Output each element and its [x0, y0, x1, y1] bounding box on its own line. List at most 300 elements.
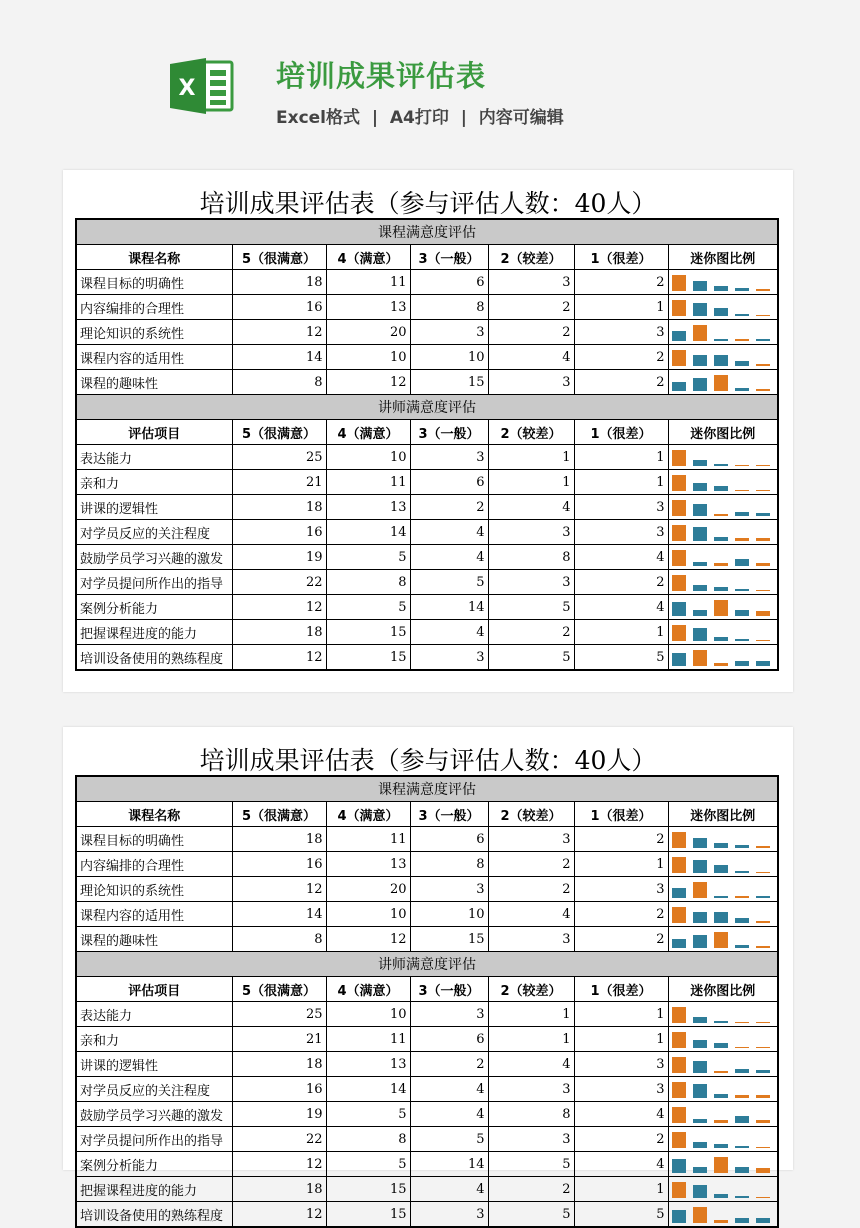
sparkline-bar: [714, 375, 728, 391]
table-row: [76, 570, 778, 595]
rating-count: 8: [326, 1127, 410, 1152]
sparkline-cell: [668, 1002, 778, 1027]
sparkline-bar: [756, 1218, 770, 1223]
table-row: [76, 545, 778, 570]
sparkline-bar: [672, 653, 686, 666]
row-name: 对学员提问所作出的指导: [76, 1127, 232, 1152]
sparkline: [672, 1005, 775, 1023]
sparkline: [672, 1030, 775, 1048]
sparkline-bar: [693, 1185, 707, 1198]
table-row: [76, 370, 778, 395]
rating-count: 8: [232, 927, 326, 952]
sparkline-bar: [672, 1159, 686, 1173]
table-row: [76, 1202, 778, 1228]
sparkline-bar: [756, 465, 770, 466]
sheet-title: 培训成果评估表（参与评估人数：40人）: [199, 189, 657, 218]
rating-count: 18: [232, 1177, 326, 1202]
table-row: [76, 470, 778, 495]
rating-count: 1: [574, 1177, 668, 1202]
sparkline-bar: [714, 1043, 728, 1048]
rating-count: 3: [574, 320, 668, 345]
sparkline-bar: [735, 1116, 749, 1123]
rating-count: 21: [232, 470, 326, 495]
row-name: 讲课的逻辑性: [76, 495, 232, 520]
sparkline-bar: [693, 935, 707, 948]
rating-count: 18: [232, 495, 326, 520]
sparkline-bar: [735, 945, 749, 948]
sparkline-bar: [693, 460, 707, 466]
rating-count: 3: [410, 1002, 488, 1027]
row-name: 对学员反应的关注程度: [76, 520, 232, 545]
rating-count: 8: [488, 545, 574, 570]
sparkline-bar: [735, 845, 749, 848]
rating-count: 10: [410, 345, 488, 370]
rating-count: 11: [326, 827, 410, 852]
sparkline-bar: [693, 1207, 707, 1223]
sparkline-cell: [668, 827, 778, 852]
sparkline-bar: [735, 538, 749, 541]
sparkline-bar: [756, 590, 770, 591]
sparkline-bar: [672, 331, 686, 341]
table-row: [76, 520, 778, 545]
row-name: 理论知识的系统性: [76, 877, 232, 902]
sparkline-bar: [756, 846, 770, 848]
rating-count: 4: [574, 1102, 668, 1127]
sparkline-bar: [714, 637, 728, 641]
sparkline-cell: [668, 1202, 778, 1228]
rating-count: 3: [410, 320, 488, 345]
rating-count: 1: [574, 470, 668, 495]
rating-count: 1: [488, 1027, 574, 1052]
sparkline-bar: [756, 563, 770, 566]
row-name: 培训设备使用的熟练程度: [76, 645, 232, 671]
sparkline-bar: [714, 912, 728, 923]
rating-count: 3: [574, 520, 668, 545]
rating-count: 19: [232, 1102, 326, 1127]
sparkline-cell: [668, 1127, 778, 1152]
sparkline-bar: [756, 490, 770, 491]
rating-count: 11: [326, 270, 410, 295]
column-header: 迷你图比例: [668, 977, 778, 1002]
row-name: 课程目标的明确性: [76, 827, 232, 852]
rating-count: 2: [488, 620, 574, 645]
rating-count: 5: [326, 595, 410, 620]
rating-count: 6: [410, 470, 488, 495]
sparkline-bar: [672, 1107, 686, 1123]
sparkline-cell: [668, 927, 778, 952]
table-row: [76, 1077, 778, 1102]
sparkline-cell: [668, 520, 778, 545]
sparkline-bar: [672, 1210, 686, 1223]
svg-text:X: X: [178, 76, 196, 101]
sparkline: [672, 523, 775, 541]
sparkline-bar: [714, 464, 728, 466]
evaluation-table: [75, 218, 779, 671]
section-header: 讲师满意度评估: [76, 395, 778, 420]
rating-count: 3: [410, 877, 488, 902]
sparkline-bar: [735, 490, 749, 491]
evaluation-table: [75, 775, 779, 1228]
rating-count: 4: [410, 1177, 488, 1202]
row-name: 表达能力: [76, 445, 232, 470]
sparkline-bar: [672, 450, 686, 466]
sparkline-bar: [672, 907, 686, 923]
rating-count: 4: [488, 495, 574, 520]
row-name: 表达能力: [76, 1002, 232, 1027]
rating-count: 2: [574, 270, 668, 295]
sparkline-bar: [672, 475, 686, 491]
sheet-title: 培训成果评估表（参与评估人数：40人）: [199, 746, 657, 775]
sparkline-bar: [714, 308, 728, 316]
rating-count: 5: [326, 1102, 410, 1127]
rating-count: 3: [410, 645, 488, 671]
rating-count: 15: [326, 645, 410, 671]
rating-count: 1: [488, 1002, 574, 1027]
row-name: 课程内容的适用性: [76, 902, 232, 927]
sparkline-cell: [668, 620, 778, 645]
section-header: 课程满意度评估: [76, 776, 778, 802]
rating-count: 3: [488, 270, 574, 295]
column-header: 5（很满意）: [232, 420, 326, 445]
sparkline: [672, 573, 775, 591]
rating-count: 3: [410, 445, 488, 470]
sparkline-cell: [668, 570, 778, 595]
rating-count: 13: [326, 495, 410, 520]
sparkline-cell: [668, 545, 778, 570]
sparkline: [672, 548, 775, 566]
table-row: [76, 645, 778, 671]
rating-count: 15: [326, 1202, 410, 1228]
row-name: 课程内容的适用性: [76, 345, 232, 370]
table-row: [76, 852, 778, 877]
rating-count: 2: [488, 1177, 574, 1202]
sparkline-bar: [735, 610, 749, 616]
sparkline-bar: [693, 1084, 707, 1098]
row-name: 亲和力: [76, 1027, 232, 1052]
sparkline-cell: [668, 445, 778, 470]
sparkline-bar: [735, 1095, 749, 1098]
rating-count: 3: [488, 827, 574, 852]
sparkline-cell: [668, 345, 778, 370]
rating-count: 2: [574, 927, 668, 952]
rating-count: 4: [488, 345, 574, 370]
rating-count: 4: [574, 1152, 668, 1177]
rating-count: 16: [232, 295, 326, 320]
sparkline-cell: [668, 295, 778, 320]
sparkline-bar: [756, 1070, 770, 1073]
rating-count: 1: [574, 445, 668, 470]
sparkline: [672, 623, 775, 641]
rating-count: 8: [410, 295, 488, 320]
rating-count: 6: [410, 827, 488, 852]
sparkline-bar: [693, 527, 707, 541]
table-row: [76, 295, 778, 320]
rating-count: 1: [488, 470, 574, 495]
rating-count: 5: [326, 1152, 410, 1177]
column-header: 4（满意）: [326, 977, 410, 1002]
sparkline-bar: [672, 525, 686, 541]
rating-count: 4: [574, 595, 668, 620]
column-header: 3（一般）: [410, 977, 488, 1002]
sparkline-bar: [714, 1194, 728, 1198]
sparkline: [672, 323, 775, 341]
table-row: [76, 495, 778, 520]
sparkline-bar: [735, 639, 749, 641]
rating-count: 12: [232, 595, 326, 620]
sparkline-bar: [693, 1017, 707, 1023]
sparkline-bar: [714, 587, 728, 591]
rating-count: 25: [232, 1002, 326, 1027]
row-name: 课程目标的明确性: [76, 270, 232, 295]
rating-count: 4: [574, 545, 668, 570]
rating-count: 12: [326, 927, 410, 952]
sparkline-bar: [714, 600, 728, 616]
sparkline-bar: [714, 1157, 728, 1173]
sparkline-cell: [668, 645, 778, 671]
column-header: 2（较差）: [488, 245, 574, 270]
sparkline-bar: [714, 339, 728, 341]
sparkline-bar: [735, 465, 749, 466]
sparkline-bar: [714, 563, 728, 566]
sparkline: [672, 855, 775, 873]
rating-count: 2: [574, 1127, 668, 1152]
sparkline-bar: [693, 281, 707, 291]
table-row: [76, 1177, 778, 1202]
column-header: 2（较差）: [488, 977, 574, 1002]
rating-count: 12: [326, 370, 410, 395]
sparkline-bar: [735, 896, 749, 898]
sparkline-bar: [693, 1061, 707, 1073]
column-header: 5（很满意）: [232, 977, 326, 1002]
rating-count: 20: [326, 320, 410, 345]
sparkline-bar: [693, 303, 707, 316]
sparkline-bar: [735, 1047, 749, 1048]
rating-count: 18: [232, 620, 326, 645]
table-row: [76, 270, 778, 295]
page-title: 培训成果评估表: [276, 59, 487, 93]
table-row: [76, 877, 778, 902]
rating-count: 4: [410, 520, 488, 545]
sparkline-bar: [714, 843, 728, 848]
rating-count: 2: [410, 495, 488, 520]
sparkline-bar: [735, 1146, 749, 1148]
row-name: 培训设备使用的熟练程度: [76, 1202, 232, 1228]
sparkline-bar: [714, 1071, 728, 1073]
sparkline-cell: [668, 470, 778, 495]
rating-count: 2: [488, 877, 574, 902]
sparkline-bar: [735, 1022, 749, 1023]
rating-count: 10: [326, 445, 410, 470]
table-row: [76, 595, 778, 620]
column-header: 课程名称: [76, 802, 232, 827]
rating-count: 3: [574, 495, 668, 520]
sparkline-bar: [756, 289, 770, 291]
sparkline-bar: [672, 1032, 686, 1048]
sparkline-bar: [735, 589, 749, 591]
sparkline-bar: [693, 325, 707, 341]
header: [0, 0, 860, 150]
rating-count: 6: [410, 1027, 488, 1052]
rating-count: 13: [326, 1052, 410, 1077]
rating-count: 2: [574, 570, 668, 595]
rating-count: 2: [574, 345, 668, 370]
sparkline-bar: [672, 1182, 686, 1198]
section-header: 讲师满意度评估: [76, 952, 778, 977]
rating-count: 2: [488, 852, 574, 877]
sparkline-bar: [693, 378, 707, 391]
row-name: 对学员提问所作出的指导: [76, 570, 232, 595]
rating-count: 15: [410, 927, 488, 952]
sparkline-bar: [714, 1220, 728, 1223]
sparkline: [672, 1180, 775, 1198]
row-name: 课程的趣味性: [76, 927, 232, 952]
sparkline-bar: [756, 611, 770, 616]
column-header: 迷你图比例: [668, 420, 778, 445]
column-header: 评估项目: [76, 420, 232, 445]
rating-count: 1: [574, 852, 668, 877]
column-header: 3（一般）: [410, 245, 488, 270]
table-row: [76, 1052, 778, 1077]
rating-count: 12: [232, 1202, 326, 1228]
sparkline-cell: [668, 1177, 778, 1202]
column-header: 2（较差）: [488, 420, 574, 445]
rating-count: 8: [326, 570, 410, 595]
sparkline-bar: [693, 628, 707, 641]
sparkline-bar: [714, 537, 728, 541]
sparkline-bar: [672, 1132, 686, 1148]
sparkline-cell: [668, 1027, 778, 1052]
sparkline-bar: [756, 640, 770, 641]
rating-count: 3: [574, 1052, 668, 1077]
sparkline: [672, 1105, 775, 1123]
column-header: 1（很差）: [574, 245, 668, 270]
sparkline-cell: [668, 902, 778, 927]
sparkline-bar: [756, 1147, 770, 1148]
column-header: 3（一般）: [410, 802, 488, 827]
sparkline-bar: [672, 1057, 686, 1073]
sparkline-bar: [693, 838, 707, 848]
column-header: 3（一般）: [410, 420, 488, 445]
sparkline-bar: [756, 513, 770, 516]
sparkline-cell: [668, 270, 778, 295]
column-header: 5（很满意）: [232, 802, 326, 827]
column-header: 4（满意）: [326, 420, 410, 445]
table-row: [76, 320, 778, 345]
rating-count: 16: [232, 1077, 326, 1102]
sparkline-bar: [756, 661, 770, 666]
sparkline-bar: [756, 1095, 770, 1098]
rating-count: 4: [410, 1077, 488, 1102]
rating-count: 12: [232, 645, 326, 671]
rating-count: 15: [326, 620, 410, 645]
sparkline-cell: [668, 1102, 778, 1127]
rating-count: 3: [488, 1077, 574, 1102]
column-header: 迷你图比例: [668, 245, 778, 270]
rating-count: 14: [232, 345, 326, 370]
sparkline-bar: [672, 857, 686, 873]
rating-count: 4: [410, 1102, 488, 1127]
table-row: [76, 1127, 778, 1152]
sparkline-bar: [714, 1021, 728, 1023]
sparkline: [672, 448, 775, 466]
sparkline-cell: [668, 877, 778, 902]
sparkline-bar: [714, 486, 728, 491]
sparkline-bar: [672, 939, 686, 948]
sparkline: [672, 905, 775, 923]
rating-count: 4: [488, 902, 574, 927]
rating-count: 3: [488, 370, 574, 395]
sparkline-bar: [756, 1197, 770, 1198]
rating-count: 14: [410, 595, 488, 620]
rating-count: 10: [326, 902, 410, 927]
sparkline: [672, 598, 775, 616]
section-header: 课程满意度评估: [76, 219, 778, 245]
sparkline-bar: [756, 389, 770, 391]
column-header: 迷你图比例: [668, 802, 778, 827]
sparkline-bar: [756, 315, 770, 316]
row-name: 把握课程进度的能力: [76, 1177, 232, 1202]
sparkline-bar: [672, 888, 686, 898]
sparkline-bar: [735, 661, 749, 666]
rating-count: 4: [410, 620, 488, 645]
sparkline-cell: [668, 1152, 778, 1177]
sparkline: [672, 830, 775, 848]
row-name: 案例分析能力: [76, 595, 232, 620]
sparkline-bar: [735, 918, 749, 923]
row-name: 内容编排的合理性: [76, 852, 232, 877]
page-subtitle: Excel格式 | A4打印 | 内容可编辑: [276, 108, 564, 128]
sparkline: [672, 1205, 775, 1223]
excel-icon: [170, 56, 236, 116]
rating-count: 6: [410, 270, 488, 295]
rating-count: 5: [574, 1202, 668, 1228]
rating-count: 14: [326, 1077, 410, 1102]
rating-count: 15: [326, 1177, 410, 1202]
sparkline: [672, 930, 775, 948]
sparkline-bar: [672, 350, 686, 366]
rating-count: 3: [488, 570, 574, 595]
column-header: 4（满意）: [326, 802, 410, 827]
sparkline-bar: [672, 575, 686, 591]
rating-count: 1: [574, 620, 668, 645]
sparkline: [672, 1155, 775, 1173]
sparkline-bar: [735, 871, 749, 873]
sparkline-bar: [672, 1082, 686, 1098]
sparkline-bar: [756, 339, 770, 341]
row-name: 对学员反应的关注程度: [76, 1077, 232, 1102]
sparkline: [672, 648, 775, 666]
row-name: 案例分析能力: [76, 1152, 232, 1177]
rating-count: 18: [232, 827, 326, 852]
sparkline-bar: [693, 860, 707, 873]
rating-count: 14: [326, 520, 410, 545]
column-header: 5（很满意）: [232, 245, 326, 270]
sparkline-bar: [735, 1167, 749, 1173]
rating-count: 3: [574, 1077, 668, 1102]
rating-count: 1: [574, 1027, 668, 1052]
table-row: [76, 902, 778, 927]
sparkline-bar: [735, 388, 749, 391]
rating-count: 1: [574, 1002, 668, 1027]
sparkline-bar: [735, 512, 749, 516]
rating-count: 10: [326, 345, 410, 370]
rating-count: 2: [574, 902, 668, 927]
sparkline-bar: [672, 500, 686, 516]
rating-count: 19: [232, 545, 326, 570]
rating-count: 2: [574, 370, 668, 395]
sparkline: [672, 373, 775, 391]
sparkline-bar: [693, 483, 707, 491]
